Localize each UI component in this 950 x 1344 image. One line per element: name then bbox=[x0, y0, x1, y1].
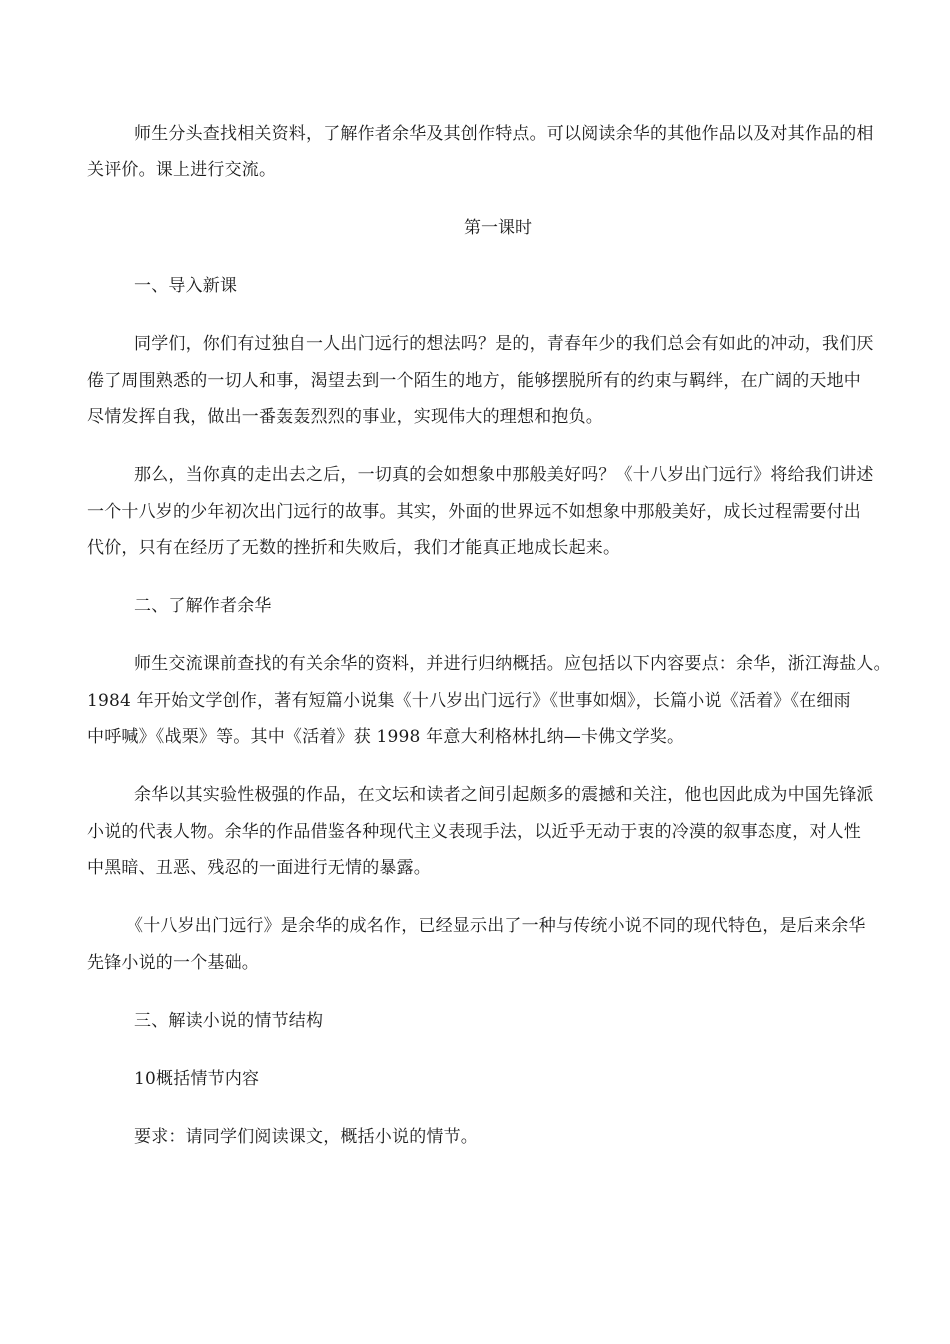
paragraph-line: 小说的代表人物。余华的作品借鉴各种现代主义表现手法，以近乎无动于衷的冷漠的叙事态度，对人性 bbox=[87, 822, 861, 842]
paragraph-line: 中呼喊》《战栗》等。其中《活着》获 1998 年意大利格林扎纳—卡佛文学奖。 bbox=[87, 727, 685, 747]
paragraph-line: 那么，当你真的走出去之后，一切真的会如想象中那般美好吗？《十八岁出门远行》将给我们讲述 bbox=[134, 465, 874, 485]
section-heading-1: 一、导入新课 bbox=[134, 276, 238, 296]
paragraph-line: 倦了周围熟悉的一切人和事，渴望去到一个陌生的地方，能够摆脱所有的约束与羁绊，在广阔的天地中 bbox=[87, 371, 861, 391]
section-heading-3: 三、解读小说的情节结构 bbox=[134, 1011, 324, 1031]
paragraph-line: 代价，只有在经历了无数的挫折和失败后，我们才能真正地成长起来。 bbox=[87, 538, 621, 558]
section-heading-2: 二、了解作者余华 bbox=[134, 596, 272, 616]
paragraph-intro-line-2: 关评价。课上进行交流。 bbox=[87, 160, 277, 180]
sub-heading: 10概括情节内容 bbox=[134, 1069, 260, 1089]
paragraph-line: 先锋小说的一个基础。 bbox=[87, 953, 259, 973]
paragraph-line: 1984 年开始文学创作，著有短篇小说集《十八岁出门远行》《世事如烟》，长篇小说《活着》《在细雨 bbox=[87, 691, 851, 711]
paragraph-line: 尽情发挥自我，做出一番轰轰烈烈的事业，实现伟大的理想和抱负。 bbox=[87, 407, 603, 427]
lesson-title: 第一课时 bbox=[464, 218, 532, 238]
paragraph-requirement: 要求：请同学们阅读课文，概括小说的情节。 bbox=[134, 1127, 478, 1147]
paragraph-line: 余华以其实验性极强的作品，在文坛和读者之间引起颇多的震撼和关注，他也因此成为中国先锋派 bbox=[134, 785, 874, 805]
paragraph-line: 一个十八岁的少年初次出门远行的故事。其实，外面的世界远不如想象中那般美好，成长过程需要付出 bbox=[87, 502, 861, 522]
paragraph-line: 师生交流课前查找的有关余华的资料，并进行归纳概括。应包括以下内容要点：余华，浙江海盐人。 bbox=[134, 654, 891, 674]
paragraph-line: 《十八岁出门远行》是余华的成名作，已经显示出了一种与传统小说不同的现代特色，是后来余华 bbox=[126, 916, 866, 936]
paragraph-intro-line-1: 师生分头查找相关资料，了解作者余华及其创作特点。可以阅读余华的其他作品以及对其作品的相 bbox=[134, 124, 874, 144]
paragraph-line: 中黑暗、丑恶、残忍的一面进行无情的暴露。 bbox=[87, 858, 431, 878]
paragraph-line: 同学们，你们有过独自一人出门远行的想法吗？是的，青春年少的我们总会有如此的冲动，我们厌 bbox=[134, 334, 874, 354]
